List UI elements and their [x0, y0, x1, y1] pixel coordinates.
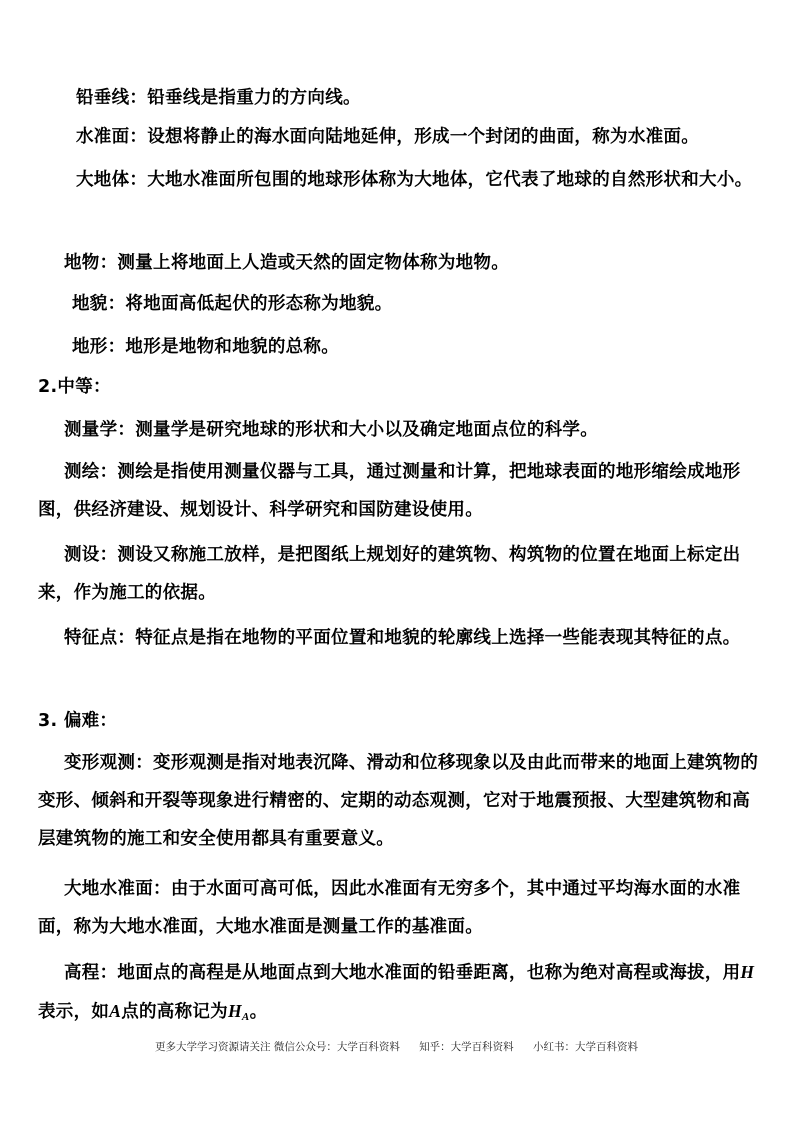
definition-paragraph: 铅垂线：铅垂线是指重力的方向线。: [76, 88, 361, 108]
symbol-ha-subscript: A: [241, 1011, 250, 1023]
definition-paragraph: 测设：测设又称施工放样，是把图纸上规划好的建筑物、构筑物的位置在地面上标定出来，作为施工的依据。: [38, 545, 741, 603]
section-heading: 3. 偏难：: [38, 711, 118, 731]
symbol-a: A: [109, 1001, 122, 1021]
symbol-ha: H: [228, 1001, 242, 1021]
page-footer: [0, 1039, 793, 1054]
symbol-h: H: [740, 962, 755, 982]
footer-xiaohongshu: 小红书：大学百科资料: [533, 1041, 639, 1053]
section-heading: 2.中等：: [38, 377, 111, 397]
definition-paragraph: 地物：测量上将地面上人造或天然的固定物体称为地物。: [64, 253, 510, 273]
definition-paragraph: 测绘：测绘是指使用测量仪器与工具，通过测量和计算，把地球表面的地形缩绘成地形图，供经济建设、规划设计、科学研究和国防建设使用。: [38, 462, 741, 520]
definition-paragraph: 大地体：大地水准面所包围的地球形体称为大地体，它代表了地球的自然形状和大小。: [76, 170, 753, 190]
definition-paragraph: 地貌：将地面高低起伏的形态称为地貌。: [72, 294, 393, 314]
footer-zhihu: 知乎：大学百科资料: [419, 1041, 514, 1053]
footer-wechat: 更多大学学习资源请关注 微信公众号：大学百科资料: [154, 1041, 400, 1053]
definition-paragraph: 特征点：特征点是指在地物的平面位置和地貌的轮廓线上选择一些能表现其特征的点。: [64, 628, 741, 648]
definition-paragraph: 地形：地形是地物和地貌的总称。: [72, 337, 340, 357]
definition-paragraph: 变形观测：变形观测是指对地表沉降、滑动和位移现象以及由此而带来的地面上建筑物的变形、倾斜和开裂等现象进行精密的、定期的动态观测，它对于地震预报、大型建筑物和高层建筑物的施工和安全使用都具有重要意义。: [38, 753, 759, 849]
definition-paragraph: 测量学：测量学是研究地球的形状和大小以及确定地面点位的科学。: [64, 420, 599, 440]
definition-paragraph: 高程：地面点的高程是从地面点到大地水准面的铅垂距离，也称为绝对高程或海拔，用H表示，如A点的高称记为$H_A$。: [38, 962, 755, 1023]
definition-paragraph: 水准面：设想将静止的海水面向陆地延伸，形成一个封闭的曲面，称为水准面。: [76, 127, 700, 147]
definition-paragraph: 大地水准面：由于水面可高可低，因此水准面有无穷多个，其中通过平均海水面的水准面，称为大地水准面，大地水准面是测量工作的基准面。: [38, 879, 741, 937]
